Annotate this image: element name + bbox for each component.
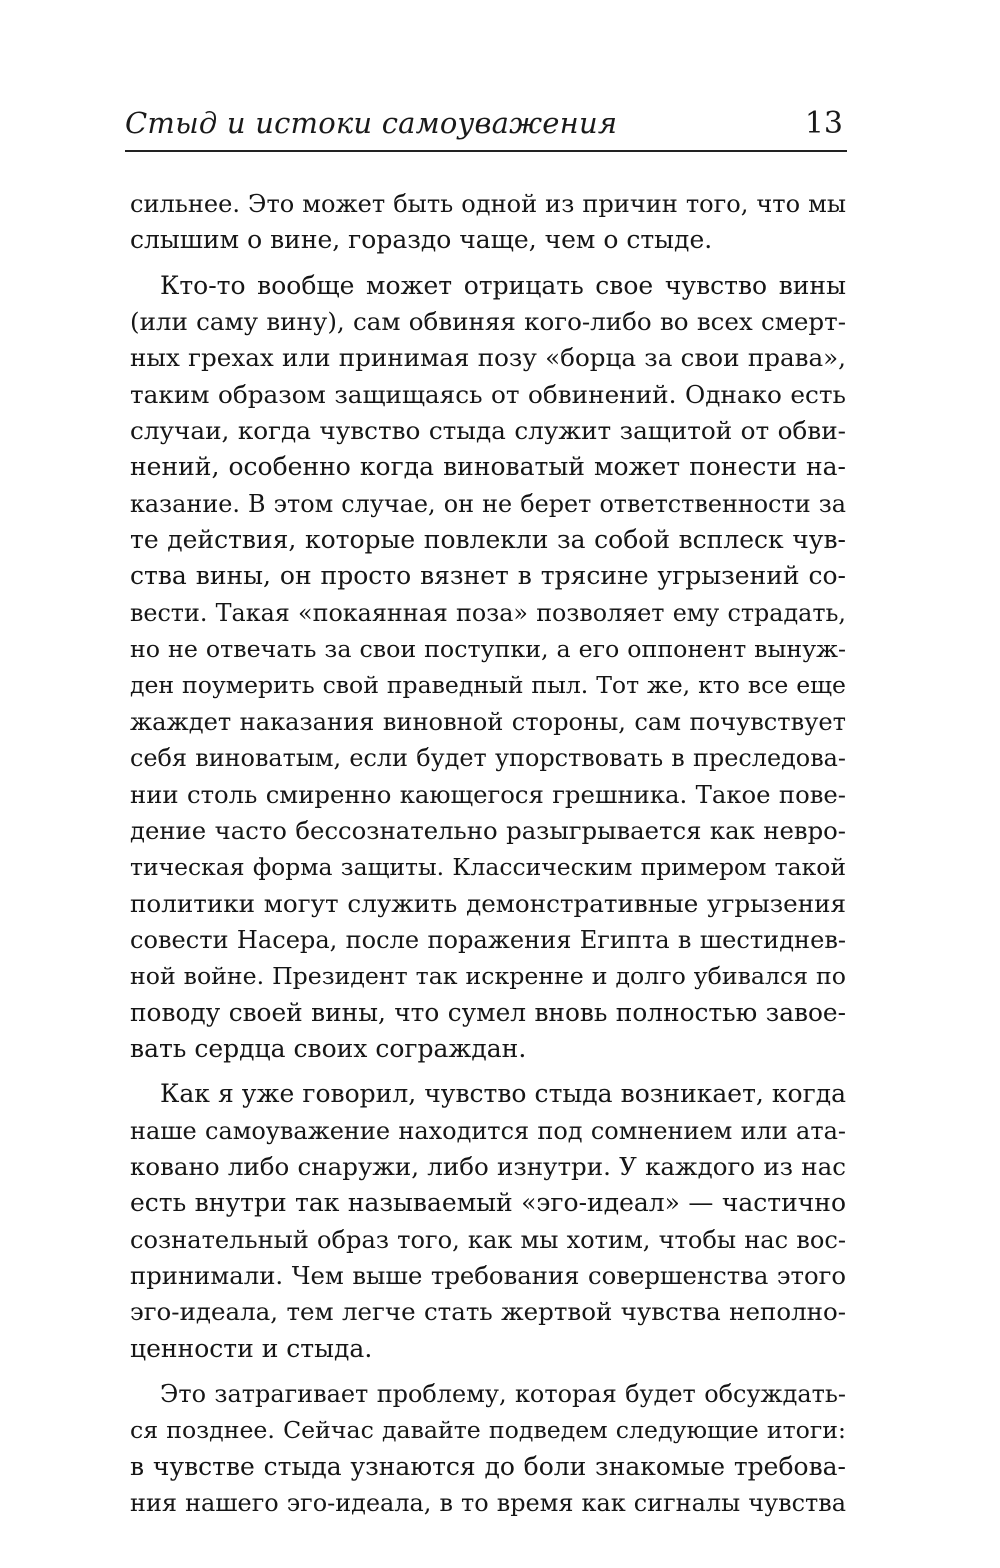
text-line: тическая форма защиты. Классическим примером такой	[130, 853, 846, 882]
text-line: сильнее. Это может быть одной из причин того, что мы	[130, 190, 846, 218]
text-line: принимали. Чем выше требования совершенства этого	[130, 1260, 846, 1290]
text-line: Кто-то вообще может отрицать свое чувство вины	[160, 270, 846, 300]
text-line: ся позднее. Сейчас давайте подведем следующие итоги:	[130, 1416, 846, 1445]
text-line: ства вины, он просто вязнет в трясине угрызений со-	[130, 561, 846, 591]
paragraph-gap	[130, 259, 846, 268]
text-line: себя виноватым, если будет упорствовать в преследова-	[130, 744, 846, 773]
text-line: ной войне. Президент так искренне и долго убивался по	[130, 962, 846, 991]
page-number: 13	[804, 106, 843, 141]
text-line: нений, особенно когда виноватый может понести на-	[130, 452, 846, 482]
text-line: поводу своей вины, что сумел вновь полностью завое-	[130, 997, 846, 1027]
text-line: эго-идеала, тем легче стать жертвой чувства неполно-	[130, 1297, 846, 1327]
text-line: в чувстве стыда узнаются до боли знакомые требова-	[130, 1451, 846, 1481]
text-line: ден поумерить свой праведный пыл. Тот же, кто все еще	[130, 671, 846, 700]
text-line: те действия, которые повлекли за собой всплеск чув-	[130, 525, 846, 555]
header-rule	[125, 150, 847, 152]
text-line: ных грехах или принимая позу «борца за свои права»,	[130, 343, 846, 373]
body-text	[130, 186, 846, 1521]
text-line: казание. В этом случае, он не берет ответственности за	[130, 489, 846, 518]
paragraph-gap	[130, 1367, 846, 1376]
paragraph-gap	[130, 1067, 846, 1076]
text-line: ценности и стыда.	[130, 1333, 373, 1363]
text-line: дение часто бессознательно разыгрывается как невро-	[130, 815, 846, 845]
text-line: ния нашего эго-идеала, в то время как сигналы чувства	[130, 1489, 846, 1518]
text-line: сознательный образ того, как мы хотим, чтобы нас вос-	[130, 1225, 846, 1254]
text-line: случаи, когда чувство стыда служит защитой от обви-	[130, 416, 846, 446]
text-line: вести. Такая «покаянная поза» позволяет ему страдать,	[130, 598, 846, 627]
text-line: совести Насера, после поражения Египта в шестиднев-	[130, 925, 846, 954]
text-line: жаждет наказания виновной стороны, сам почувствует	[130, 707, 846, 736]
text-line: Как я уже говорил, чувство стыда возникает, когда	[160, 1079, 846, 1109]
text-line: есть внутри так называемый «эго-идеал» — частично	[130, 1188, 846, 1218]
text-line: ковано либо снаружи, либо изнутри. У каждого из нас	[130, 1151, 846, 1181]
text-line: таким образом защищаясь от обвинений. Однако есть	[130, 379, 846, 409]
running-title: Стыд и истоки самоуважения	[125, 106, 618, 140]
running-header	[125, 100, 847, 146]
text-line: политики могут служить демонстративные угрызения	[130, 888, 846, 918]
text-line: наше самоуважение находится под сомнением или ата-	[130, 1116, 846, 1145]
text-line: Это затрагивает проблему, которая будет обсуждать-	[160, 1380, 846, 1408]
text-line: (или саму вину), сам обвиняя кого-либо во всех смерт-	[130, 307, 846, 337]
text-line: но не отвечать за свои поступки, а его оппонент вынуж-	[130, 635, 846, 664]
text-line: слышим о вине, гораздо чаще, чем о стыде.	[130, 225, 713, 255]
text-line: нии столь смиренно кающегося грешника. Такое пове-	[130, 779, 846, 809]
text-line: вать сердца своих сограждан.	[130, 1033, 527, 1063]
